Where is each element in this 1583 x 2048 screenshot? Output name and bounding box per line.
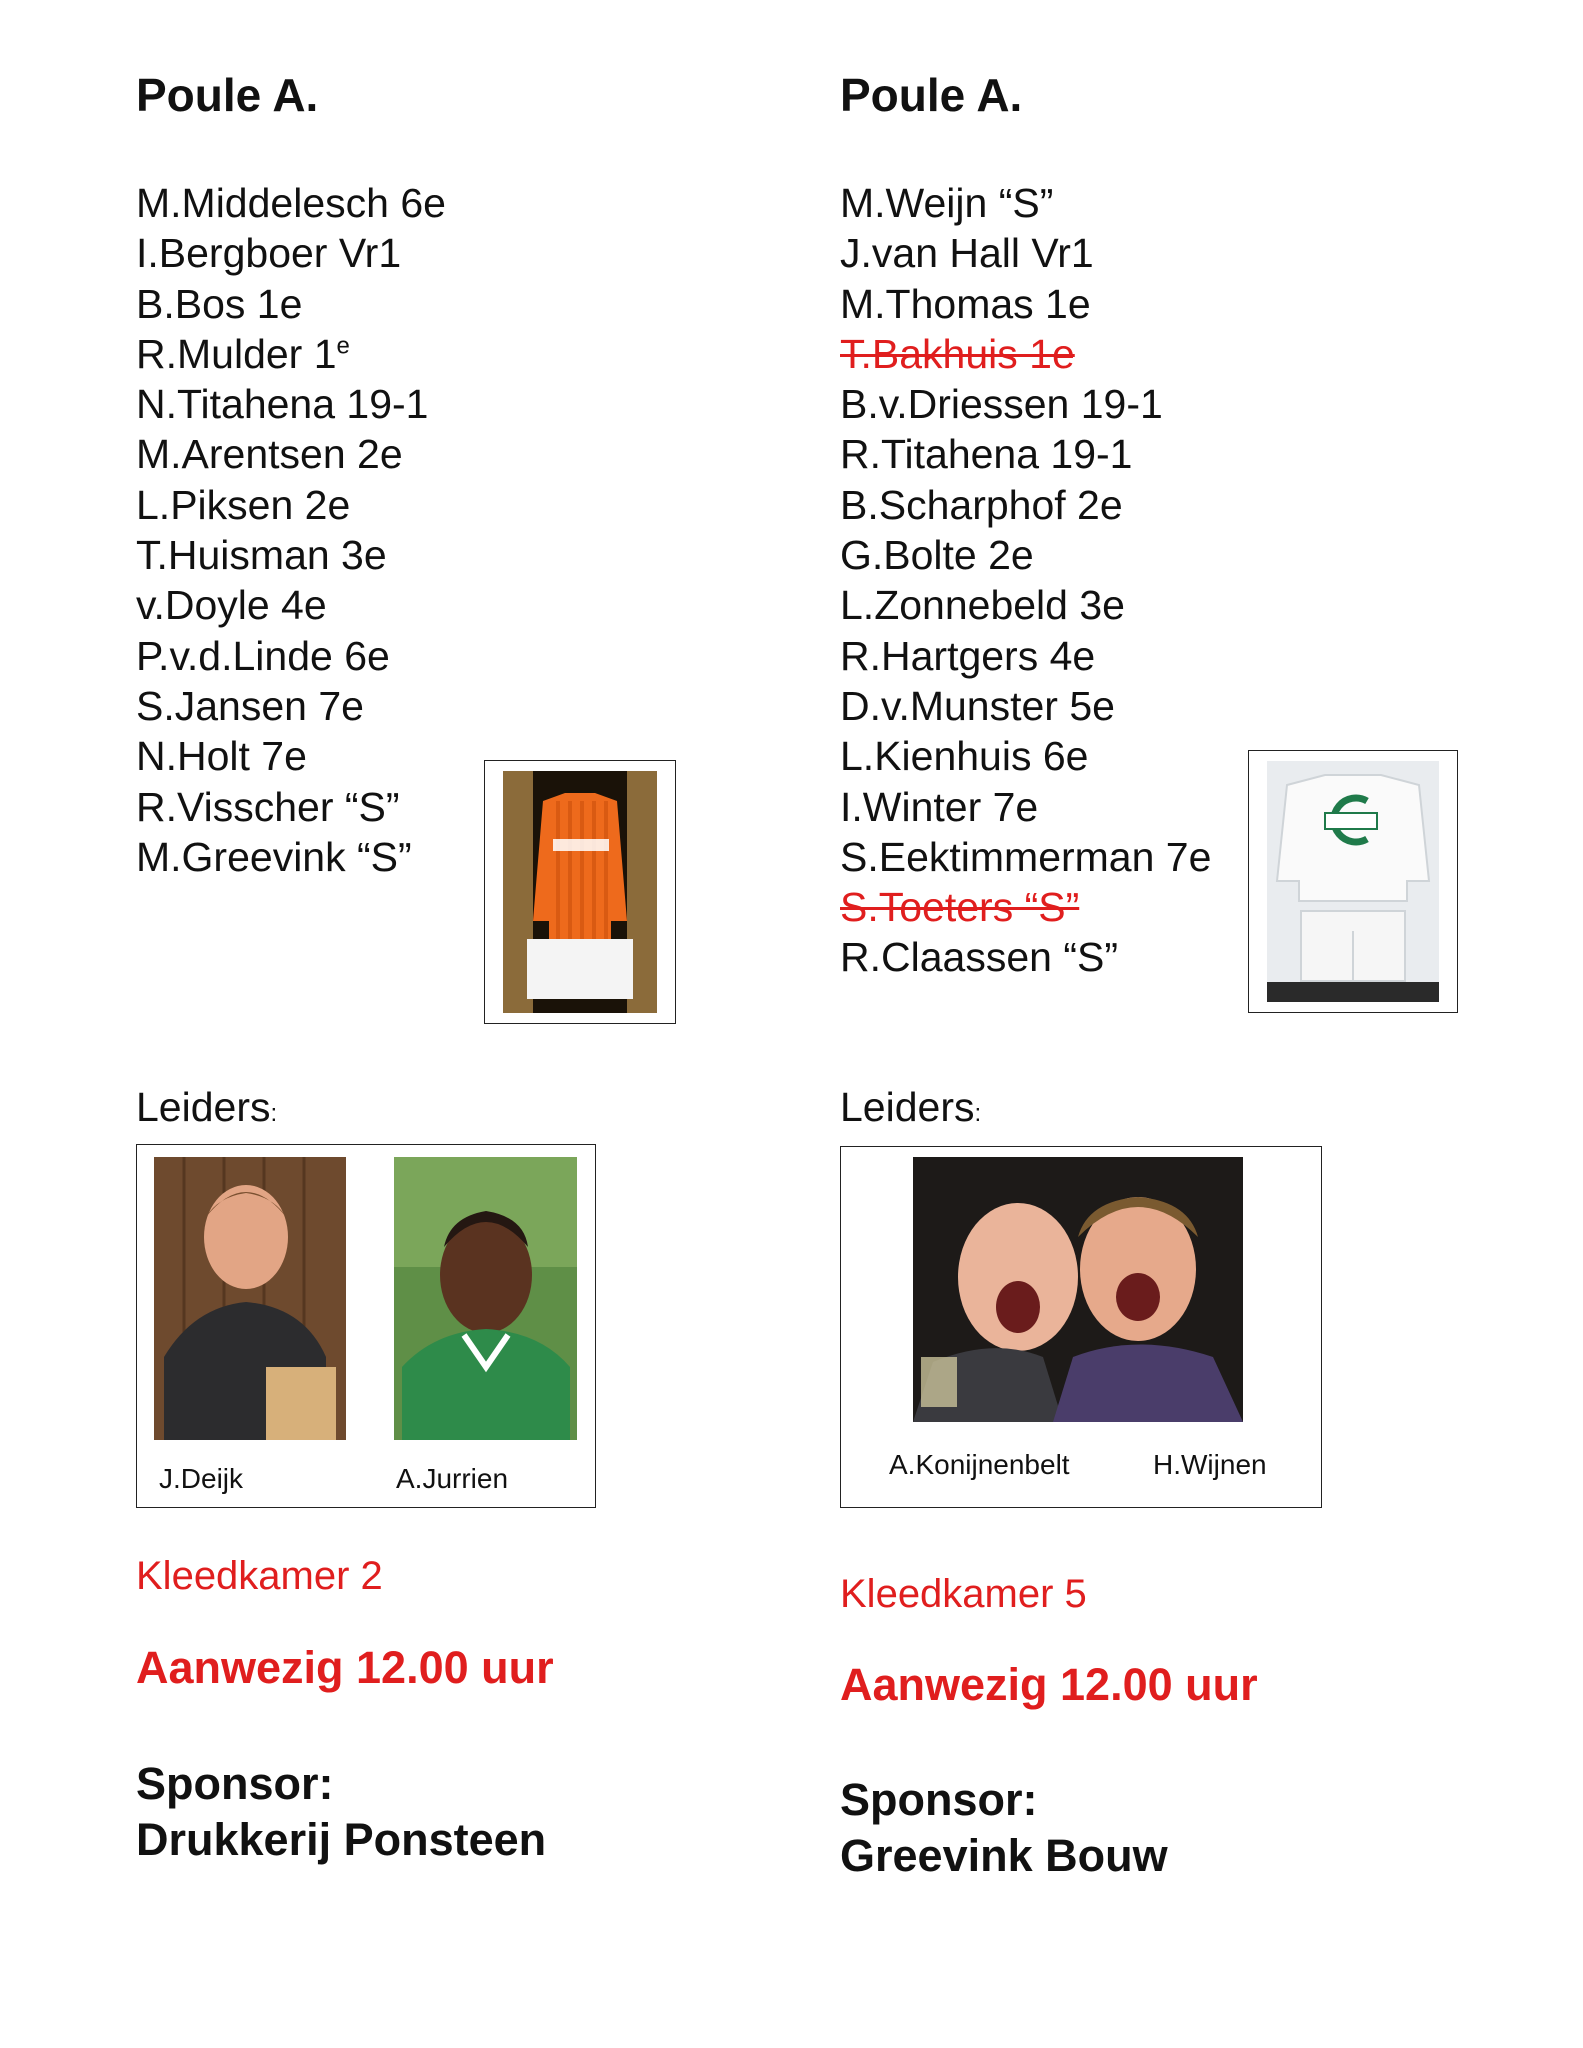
leider-portrait-photo [394,1157,577,1440]
player-item: R.Visscher “S” [136,783,400,830]
left-leiders-photo-box [136,1144,596,1508]
left-player-list [136,178,446,882]
player-item: N.Holt 7e [136,733,307,780]
player-item: N.Titahena 19-1 [136,381,429,428]
leider-portrait-photo [154,1157,346,1440]
leider-name: J.Deijk [159,1463,244,1494]
player-item: L.Kienhuis 6e [840,733,1089,780]
player-item: R.Hartgers 4e [840,632,1096,679]
player-item: S.Eektimmerman 7e [840,833,1212,880]
player-item: I.Bergboer Vr1 [136,230,402,277]
right-poule-title: Poule A. [840,69,1023,121]
player-item: S.Jansen 7e [136,682,364,729]
player-item: L.Zonnebeld 3e [840,582,1125,629]
right-leiders-label: Leiders: [840,1084,982,1130]
left-poule-title: Poule A. [136,69,319,121]
player-item: B.Scharphof 2e [840,481,1123,528]
player-item: M.Greevink “S” [136,833,412,880]
right-kit-photo-frame [1248,750,1458,1013]
right-sponsor [840,1772,1168,1884]
leider-portrait-photo [913,1157,1243,1422]
white-kit-photo [1267,761,1439,1002]
left-aanwezig: Aanwezig 12.00 uur [136,1642,554,1693]
player-item: R.Mulder 1e [136,330,350,377]
player-item: B.v.Driessen 19-1 [840,381,1163,428]
player-item: D.v.Munster 5e [840,682,1115,729]
player-item: L.Piksen 2e [136,481,351,528]
player-item: M.Middelesch 6e [136,180,446,226]
player-item: M.Arentsen 2e [136,431,403,478]
player-item: T.Bakhuis 1e [840,330,1075,377]
player-item: G.Bolte 2e [840,532,1034,579]
orange-kit-photo [503,771,657,1013]
right-leiders-photo-box [840,1146,1322,1508]
player-item: P.v.d.Linde 6e [136,632,390,679]
player-item: S.Toeters “S” [840,884,1080,931]
player-item: M.Weijn “S” [840,180,1054,226]
right-kleedkamer: Kleedkamer 5 [840,1572,1087,1616]
sponsor-label: Sponsor: [136,1758,334,1809]
player-item: M.Thomas 1e [840,280,1091,327]
player-item: R.Claassen “S” [840,934,1118,981]
left-kleedkamer: Kleedkamer 2 [136,1554,383,1598]
sponsor-name: Greevink Bouw [840,1830,1168,1881]
player-item: B.Bos 1e [136,280,303,327]
player-item: R.Titahena 19-1 [840,431,1133,478]
leider-name: A.Jurrien [396,1463,509,1494]
right-player-list [840,178,1211,983]
right-aanwezig: Aanwezig 12.00 uur [840,1659,1258,1710]
sponsor-label: Sponsor: [840,1774,1038,1825]
player-item: v.Doyle 4e [136,582,327,629]
leider-name: A.Konijnenbelt [889,1449,1070,1480]
player-item: I.Winter 7e [840,783,1039,830]
left-sponsor [136,1756,546,1868]
player-item: T.Huisman 3e [136,532,387,579]
player-item: J.van Hall Vr1 [840,230,1094,277]
left-kit-photo-frame [484,760,676,1024]
leider-name: H.Wijnen [1153,1449,1267,1480]
left-leiders-label: Leiders: [136,1084,278,1130]
sponsor-name: Drukkerij Ponsteen [136,1814,547,1865]
